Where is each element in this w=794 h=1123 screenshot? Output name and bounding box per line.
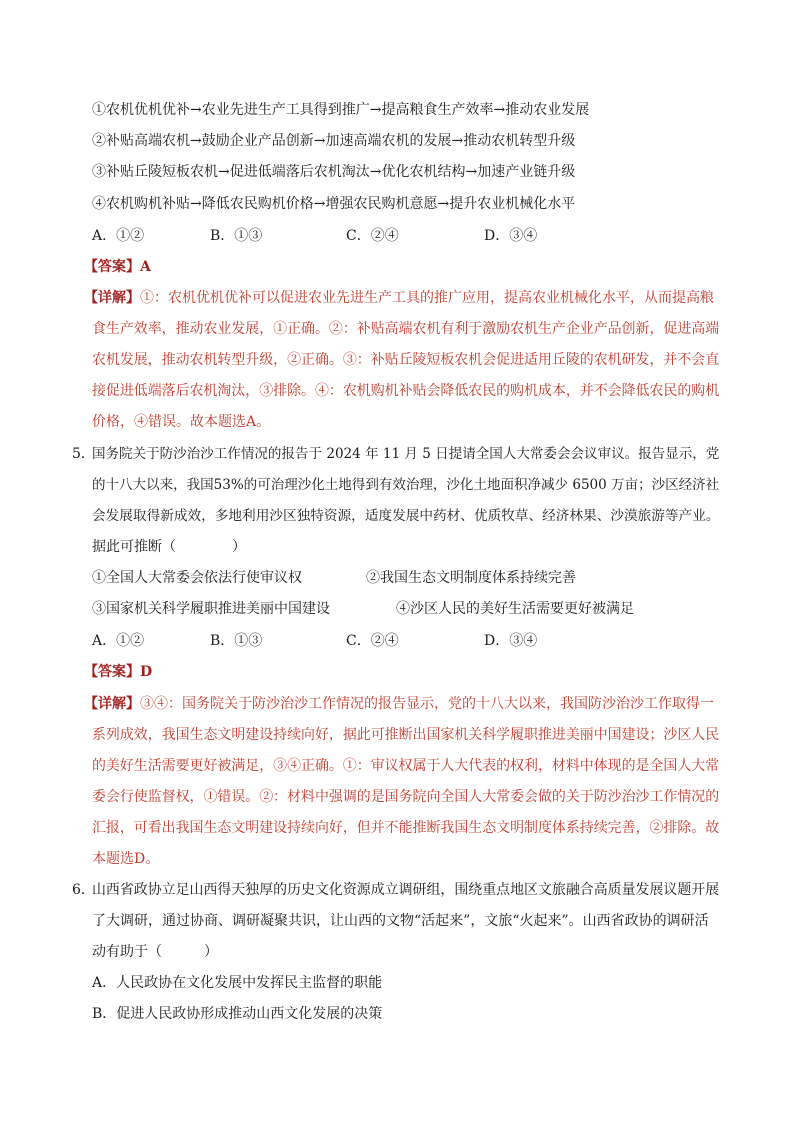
q6-option-a[interactable]: A．人民政协在文化发展中发挥民主监督的职能 [92,975,383,991]
q5-text-line-1: 国务院关于防沙治沙工作情况的报告于 2024 年 11 月 5 日提请全国人大常委会会议审议。报告显示，党 [92,446,720,462]
q5-detail-line-4: 委会行使监督权，①错误。②：材料中强调的是国务院向全国人大常委会做的关于防沙治沙工作情况的 [92,789,720,805]
q4-detail-line-4: 接促进低端落后农机淘汰，③排除。④：农机购机补贴会降低农民的购机成本，并不会降低农民的购机 [92,383,720,399]
q4-detail-line-3: 农机发展，推动农机转型升级，②正确。③：补贴丘陵短板农机会促进适用丘陵的农机研发，并不会直 [92,352,720,368]
q5-detail-line-6: 本题选D。 [92,851,160,867]
q5-option-b[interactable]: B．①③ [210,633,263,649]
q5-detail-line-5: 汇报，可看出我国生态文明建设持续向好，但并不能推断我国生态文明制度体系持续完善，②排除。故 [92,820,720,836]
q5-detail-line-2: 系列成效，我国生态文明建设持续向好，据此可推断出国家机关科学履职推进美丽中国建设；沙区人民 [92,727,720,743]
q5-detail-text-1: ③④：国务院关于防沙治沙工作情况的报告显示，党的十八大以来，我国防沙治沙工作取得一 [140,696,714,712]
q4-statement-1: ①农机优机优补→农业先进生产工具得到推广→提高粮食生产效率→推动农业发展 [92,102,590,118]
q4-detail-line-1 [84,288,714,308]
q6-text-line-3: 动有助于（ ） [92,944,218,960]
q4-option-d[interactable]: D．③④ [484,228,538,244]
q4-statement-4: ④农机购机补贴→降低农民购机价格→增强农民购机意愿→提升农业机械化水平 [92,196,576,212]
q4-option-b[interactable]: B．①③ [210,228,263,244]
q4-answer: 【答案】A [84,259,151,275]
q4-detail-line-5: 价格，④错误。故本题选A。 [92,414,271,430]
q5-option-d[interactable]: D．③④ [484,633,538,649]
q5-number: 5． [72,446,95,462]
q4-detail-label: 【详解】 [84,290,140,306]
q5-text-line-2: 的十八大以来，我国53%的可治理沙化土地得到有效治理，沙化土地面积净减少 6500 万亩；沙区经济社 [92,477,720,493]
q5-statement-1: ①全国人大常委会依法行使审议权 [92,570,302,586]
q5-detail-label: 【详解】 [84,696,140,712]
q5-options [92,631,712,651]
q4-statement-2: ②补贴高端农机→鼓励企业产品创新→加速高端农机的发展→推动农机转型升级 [92,133,576,149]
q6-option-b[interactable]: B．促进人民政协形成推动山西文化发展的决策 [92,1006,383,1022]
q5-answer: 【答案】D [84,664,153,680]
q4-detail-line-2: 食生产效率，推动农业发展，①正确。②：补贴高端农机有利于激励农机生产企业产品创新，促进高端 [92,321,720,337]
q5-option-a[interactable]: A．①② [92,633,145,649]
q4-detail-text-1: ①：农机优机优补可以促进农业先进生产工具的推广应用，提高农业机械化水平，从而提高粮 [140,290,714,306]
q5-option-c[interactable]: C．②④ [346,633,399,649]
q6-text-line-2: 了大调研，通过协商、调研凝聚共识，让山西的文物“活起来”，文旅“火起来”。山西省政协的调研活 [92,913,709,929]
q5-statement-4: ④沙区人民的美好生活需要更好被满足 [396,601,634,617]
q4-option-a[interactable]: A．①② [92,228,145,244]
q4-option-c[interactable]: C．②④ [346,228,399,244]
q4-options [92,226,712,246]
q5-detail-line-3: 的美好生活需要更好被满足，③④正确。①：审议权属于人大代表的权利，材料中体现的是全国人大常 [92,758,720,774]
q4-statement-3: ③补贴丘陵短板农机→促进低端落后农机淘汰→优化农机结构→加速产业链升级 [92,164,576,180]
q6-text-line-1: 山西省政协立足山西得天独厚的历史文化资源成立调研组，围绕重点地区文旅融合高质量发展议题开展 [92,882,720,898]
q6-number: 6． [72,882,95,898]
q5-text-line-3: 会发展取得新成效，多地利用沙区独特资源，适度发展中药材、优质牧草、经济林果、沙漠旅游等产业。 [92,508,720,524]
q5-detail-line-1 [84,694,714,714]
q5-text-line-4: 据此可推断（ ） [92,539,246,555]
q5-statement-2: ②我国生态文明制度体系持续完善 [366,570,576,586]
q5-statement-3: ③国家机关科学履职推进美丽中国建设 [92,601,330,617]
